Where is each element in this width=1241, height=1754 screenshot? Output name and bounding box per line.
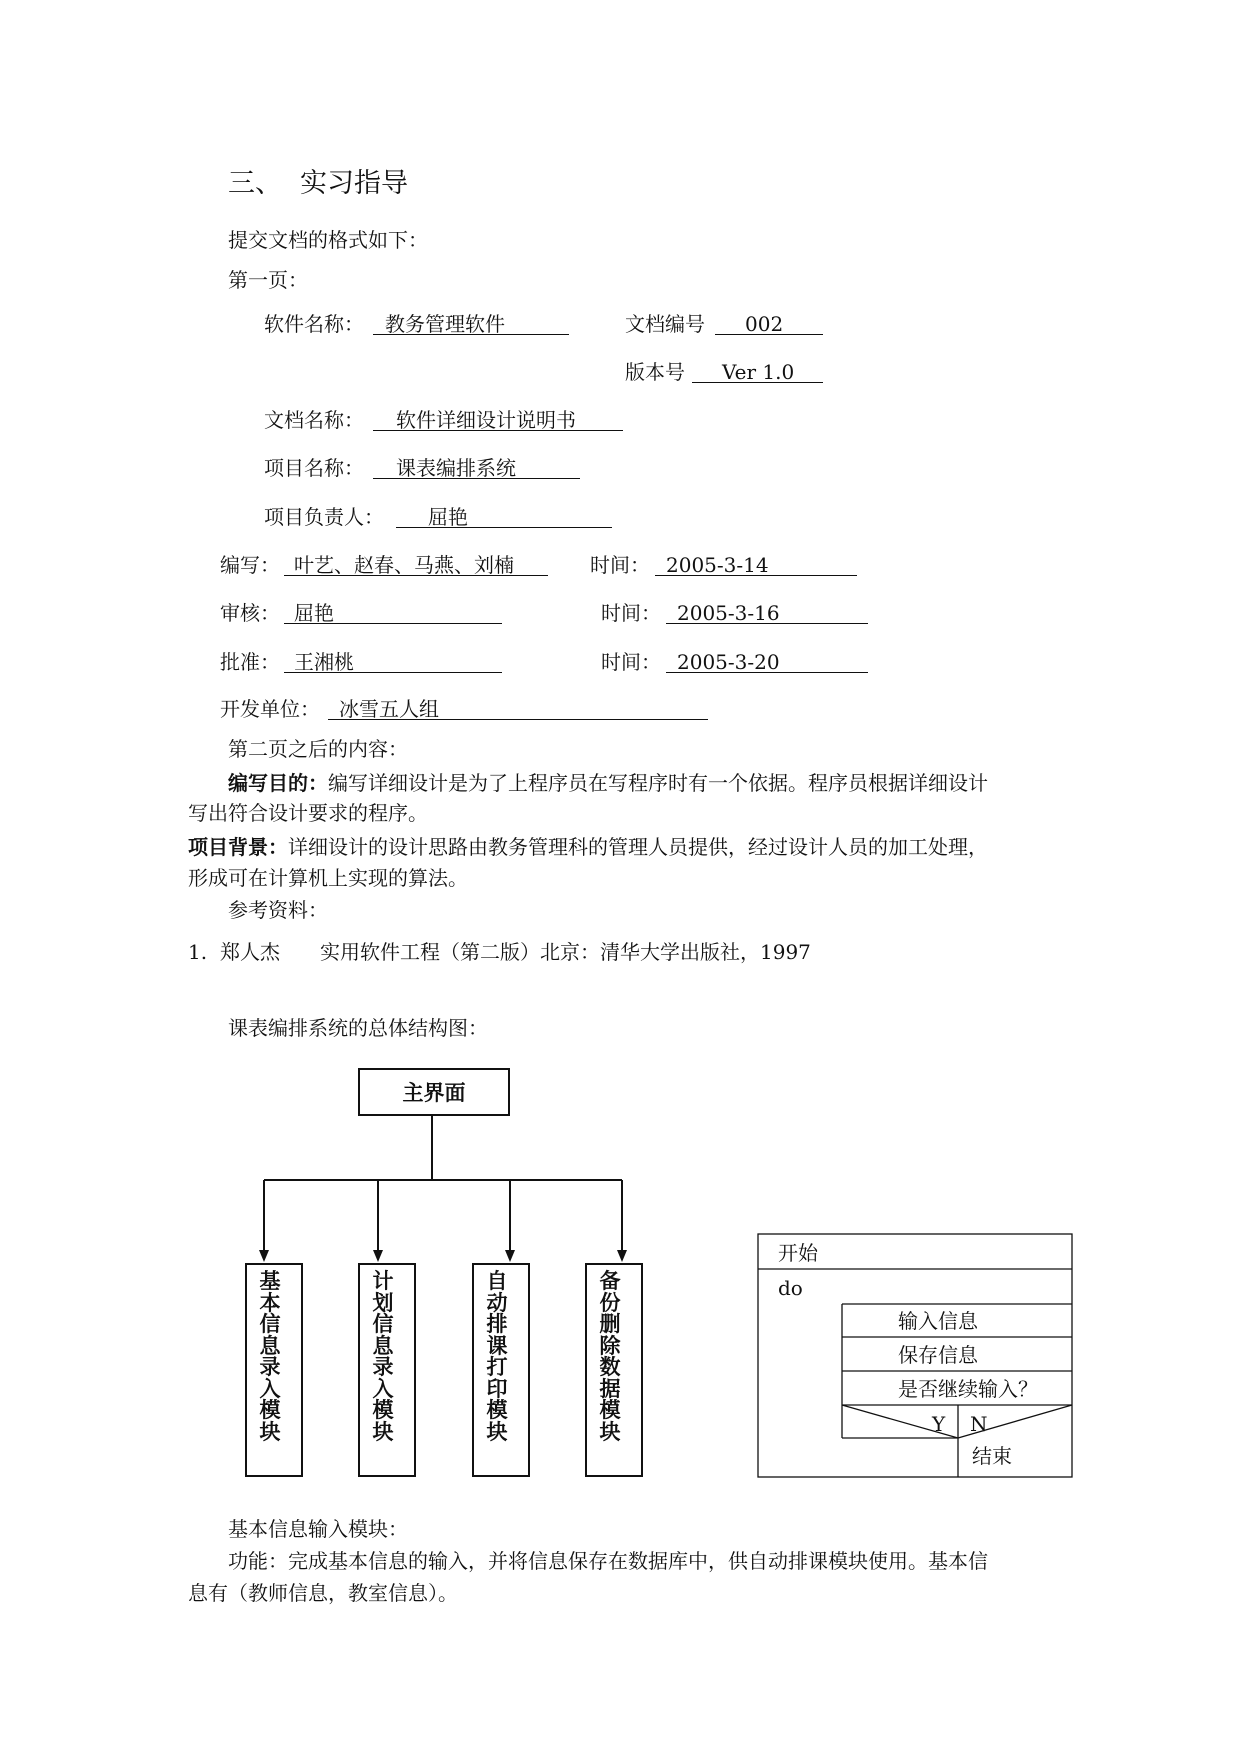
reference-author: 郑人杰	[220, 940, 280, 964]
doc-name-label: 文档名称：	[264, 408, 364, 432]
version-label: 版本号	[625, 360, 685, 384]
module-label-backup: 备份删除数据模块	[599, 1269, 621, 1444]
module-label-plan-info: 计划信息录入模块	[372, 1269, 394, 1444]
review-time-value: 2005-3-16	[677, 601, 780, 625]
flow-do: do	[778, 1276, 803, 1300]
approve-time-value: 2005-3-20	[677, 650, 780, 674]
section-number: 三、	[228, 168, 282, 199]
background-label: 项目背景：	[188, 835, 288, 859]
write-time-value: 2005-3-14	[666, 553, 769, 577]
project-name-value: 课表编排系统	[396, 456, 516, 480]
references-label: 参考资料：	[228, 898, 328, 922]
approver-value: 王湘桃	[294, 650, 354, 674]
section-title: 实习指导	[300, 168, 408, 199]
dev-unit-value: 冰雪五人组	[339, 697, 439, 721]
flow-yes: Y	[932, 1412, 946, 1436]
purpose-label: 编写目的：	[228, 771, 328, 795]
doc-number-label: 文档编号	[625, 312, 705, 336]
review-time-label: 时间：	[601, 601, 661, 625]
doc-number-value: 002	[745, 312, 784, 336]
module-label-auto-schedule: 自动排课打印模块	[486, 1269, 508, 1444]
write-time-label: 时间：	[590, 553, 650, 577]
module-label-basic-info: 基本信息录入模块	[259, 1269, 281, 1444]
flow-save: 保存信息	[898, 1343, 978, 1367]
background-line2: 形成可在计算机上实现的算法。	[188, 866, 468, 890]
writers-value: 叶艺、赵春、马燕、刘楠	[294, 553, 514, 577]
project-lead-label: 项目负责人：	[264, 505, 384, 529]
reference-title: 实用软件工程（第二版）北京：清华大学出版社，1997	[320, 940, 811, 964]
background-line1: 详细设计的设计思路由教务管理科的管理人员提供，经过设计人员的加工处理，	[288, 835, 988, 859]
intro-text: 提交文档的格式如下：	[228, 228, 428, 252]
software-name-value: 教务管理软件	[385, 312, 505, 336]
version-value: Ver 1.0	[722, 360, 795, 384]
page2-label: 第二页之后的内容：	[228, 737, 408, 761]
flow-start: 开始	[778, 1241, 818, 1265]
purpose-line2: 写出符合设计要求的程序。	[188, 801, 428, 825]
dev-unit-label: 开发单位：	[220, 697, 320, 721]
doc-name-value: 软件详细设计说明书	[396, 408, 576, 432]
approver-label: 批准：	[220, 650, 280, 674]
flow-question: 是否继续输入？	[898, 1377, 1038, 1401]
flow-input: 输入信息	[898, 1309, 978, 1333]
reviewer-label: 审核：	[220, 601, 280, 625]
main-interface-label: 主界面	[402, 1081, 466, 1105]
approve-time-label: 时间：	[601, 650, 661, 674]
reference-number: 1.	[188, 940, 208, 964]
reviewer-value: 屈艳	[294, 601, 334, 625]
structure-caption: 课表编排系统的总体结构图：	[228, 1016, 488, 1040]
module-title: 基本信息输入模块：	[228, 1517, 408, 1541]
project-name-label: 项目名称：	[264, 456, 364, 480]
purpose-line1: 编写详细设计是为了上程序员在写程序时有一个依据。程序员根据详细设计	[328, 771, 988, 795]
flow-end: 结束	[972, 1444, 1012, 1468]
flow-no: N	[970, 1412, 988, 1436]
project-lead-value: 屈艳	[428, 505, 468, 529]
software-name-label: 软件名称：	[264, 312, 364, 336]
page1-label: 第一页：	[228, 268, 308, 292]
function-line1: 功能：完成基本信息的输入，并将信息保存在数据库中，供自动排课模块使用。基本信	[228, 1549, 988, 1573]
writers-label: 编写：	[220, 553, 280, 577]
function-line2: 息有（教师信息，教室信息）。	[188, 1581, 458, 1605]
